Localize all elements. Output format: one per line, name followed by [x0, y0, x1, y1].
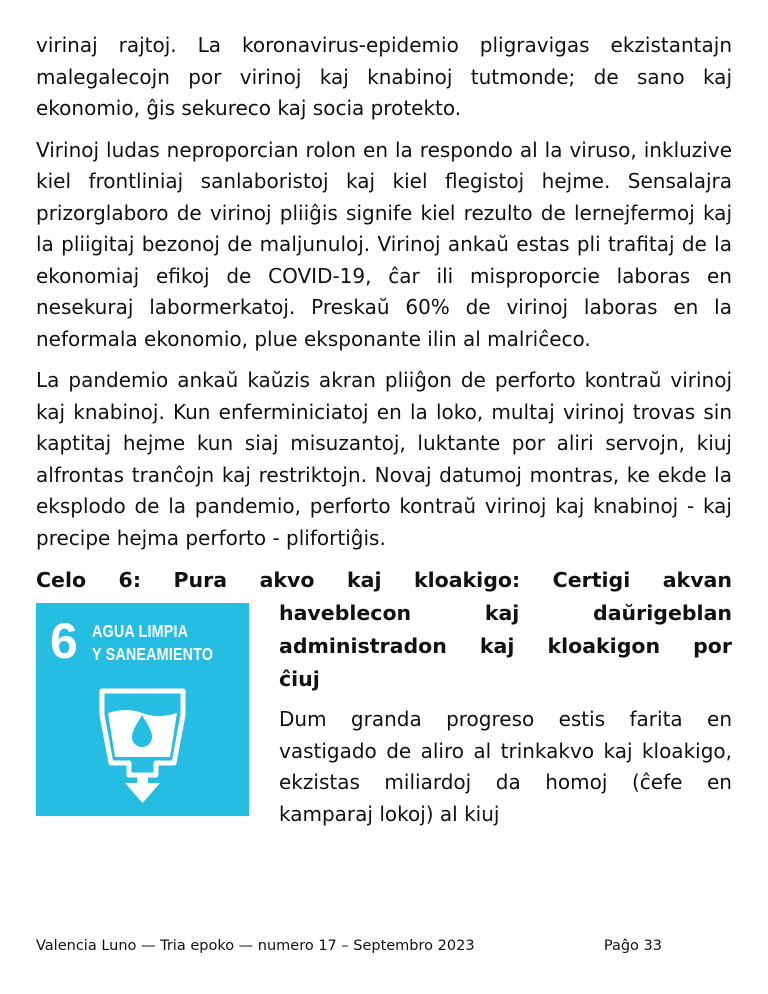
goal-heading-line-1: Celo 6: Pura akvo kaj kloakigo: Certigi akvan — [36, 568, 732, 592]
sdg-goal-6-tile — [36, 603, 249, 816]
goal-text-column — [279, 597, 732, 840]
goal-heading-line-2: haveblecon kaj daŭrigeblan — [279, 601, 732, 625]
footer-publication: Valencia Luno — Tria epoko — numero 17 – Septembro 2023 — [36, 938, 475, 954]
sdg-number: 6 — [50, 613, 78, 669]
goal-heading-line-3: administradon kaj kloakigon por — [279, 634, 732, 658]
page-content — [36, 30, 732, 826]
sdg-title-line-1: AGUA LIMPIA — [92, 621, 189, 641]
paragraph-2: Virinoj ludas neproporcian rolon en la respondo al la viruso, inkluzive kiel frontliniaj sanlaboristoj kaj kiel flegistoj hejme. Sensalajra prizorglaboro de virinoj pliiĝis signife kiel rezulto de lernejfermoj kaj la pliigitaj bezonoj de maljunuloj. Virinoj ankaŭ estas pli trafitaj de la ekonomiaj efikoj de COVID-19, ĉar ili misproporcie laboras en nesekuraj labormerkatoj. Preskaŭ 60% de virinoj laboras en la neformala ekonomio, plue eksponante ilin al malriĉeco. — [36, 137, 732, 351]
goal-body-paragraph: Dum granda progreso estis farita en vastigado de aliro al trinkakvo kaj kloakigo, ekzistas miliardoj da homoj (ĉefe en kamparaj lokoj) al kiuj — [279, 707, 732, 826]
paragraph-1: virinaj rajtoj. La koronavirus-epidemio pligravigas ekzistantajn malegalecojn por virinoj kaj knabinoj tutmonde; de sano kaj ekonomio, ĝis sekureco kaj socia protekto. — [36, 33, 732, 120]
page-footer — [36, 938, 662, 954]
water-glass-icon — [36, 603, 249, 816]
sdg-title-line-2: Y SANEAMIENTO — [92, 644, 214, 664]
paragraph-3: La pandemio ankaŭ kaŭzis akran pliiĝon de perforto kontraŭ virinoj kaj knabinoj. Kun enferminiciatoj en la loko, multaj virinoj trovas sin kaptitaj hejme kun siaj misuzantoj, luktante por aliri servojn, kiuj alfrontas tranĉojn kaj restriktojn. Novaj datumoj montras, ke ekde la eksplodo de la pandemio, perforto kontraŭ virinoj kaj knabinoj - kaj precipe hejma perforto - plifortiĝis. — [36, 368, 732, 550]
goal-heading-line-4: ĉiuj — [279, 667, 320, 691]
footer-page-number: Paĝo 33 — [603, 938, 662, 954]
